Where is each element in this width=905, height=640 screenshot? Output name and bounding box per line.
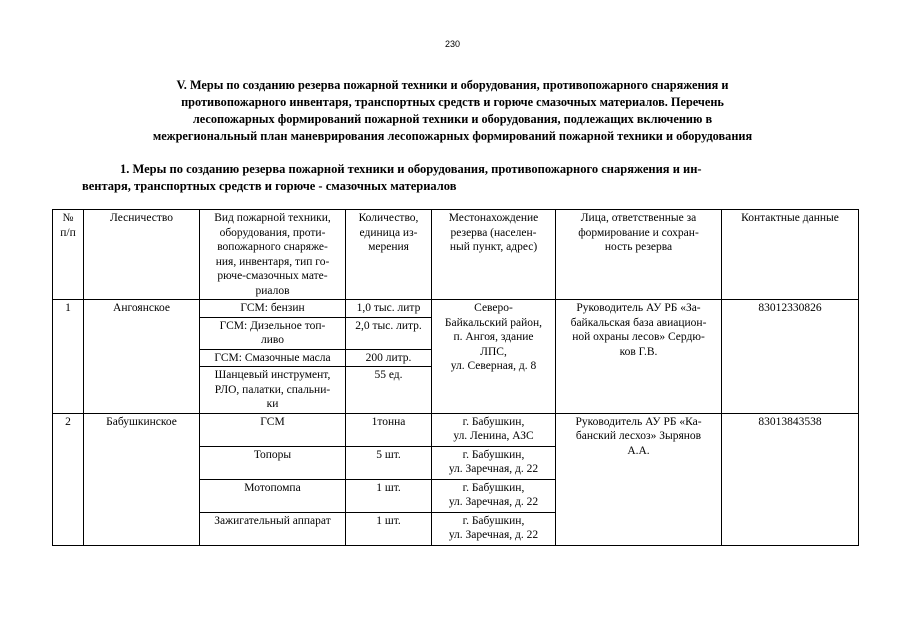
item-quantity: 55 ед.: [346, 367, 432, 414]
item-quantity: 1 шт.: [346, 479, 432, 512]
section-title: [60, 77, 845, 145]
item-kind: Зажигательный аппарат: [200, 512, 346, 545]
row-forestry: Ангоянское: [84, 300, 200, 414]
item-kind: ГСМ: [200, 413, 346, 446]
header-cell-number: № п/п: [53, 210, 84, 300]
row-number: 2: [53, 413, 84, 545]
table-row: [53, 300, 859, 318]
item-location: г. Бабушкин, ул. Заречная, д. 22: [432, 512, 556, 545]
section-title-line: межрегиональный план маневрирования лесопожарных формирований пожарной техники и оборудования: [152, 129, 753, 143]
item-kind: Шанцевый инструмент, РЛО, палатки, спальни- ки: [200, 367, 346, 414]
item-quantity: 5 шт.: [346, 446, 432, 479]
item-quantity: 200 литр.: [346, 349, 432, 367]
section-title-line: противопожарного инвентаря, транспортных средств и горюче смазочных материалов. Перечень: [181, 95, 724, 109]
item-location: г. Бабушкин, ул. Заречная, д. 22: [432, 479, 556, 512]
item-location: г. Бабушкин, ул. Заречная, д. 22: [432, 446, 556, 479]
reserve-table: [52, 209, 859, 546]
item-kind: ГСМ: бензин: [200, 300, 346, 318]
header-cell-forestry: Лесничество: [84, 210, 200, 300]
row-contact: 83012330826: [722, 300, 859, 414]
subsection-title: [82, 161, 852, 195]
table-header-row: [53, 210, 859, 300]
item-kind: Мотопомпа: [200, 479, 346, 512]
item-kind: ГСМ: Смазочные масла: [200, 349, 346, 367]
row-contact: 83013843538: [722, 413, 859, 545]
subsection-title-line: вентаря, транспортных средств и горюче - смазочных материалов: [82, 179, 457, 193]
page-number: 230: [444, 39, 461, 49]
header-cell-contact: Контактные данные: [722, 210, 859, 300]
row-responsible: Руководитель АУ РБ «Ка- банский лесхоз» Зырянов А.А.: [556, 413, 722, 545]
header-cell-responsible: Лица, ответственные за формирование и сохран- ность резерва: [556, 210, 722, 300]
row-responsible: Руководитель АУ РБ «За- байкальская база авиацион- ной охраны лесов» Сердю- ков Г.В.: [556, 300, 722, 414]
item-quantity: 1,0 тыс. литр: [346, 300, 432, 318]
row-location: Северо- Байкальский район, п. Ангоя, здание ЛПС, ул. Северная, д. 8: [432, 300, 556, 414]
subsection-title-line: 1. Меры по созданию резерва пожарной техники и оборудования, противопожарного снаряжения и ин-: [120, 162, 702, 176]
header-cell-quantity: Количество, единица из- мерения: [346, 210, 432, 300]
section-title-line: лесопожарных формирований пожарной техники и оборудования, подлежащих включению в: [192, 112, 713, 126]
item-location: г. Бабушкин, ул. Ленина, АЗС: [432, 413, 556, 446]
item-kind: ГСМ: Дизельное топ- ливо: [200, 317, 346, 349]
item-quantity: 2,0 тыс. литр.: [346, 317, 432, 349]
header-cell-kind: Вид пожарной техники, оборудования, проти- вопожарного снаряже- ния, инвентаря, тип го- рюче-смазочных мате- риалов: [200, 210, 346, 300]
section-title-line: V. Меры по созданию резерва пожарной техники и оборудования, противопожарного снаряжения и: [176, 78, 729, 92]
item-quantity: 1тонна: [346, 413, 432, 446]
item-kind: Топоры: [200, 446, 346, 479]
row-forestry: Бабушкинское: [84, 413, 200, 545]
row-number: 1: [53, 300, 84, 414]
header-cell-location: Местонахождение резерва (населен- ный пункт, адрес): [432, 210, 556, 300]
table-row: [53, 413, 859, 446]
item-quantity: 1 шт.: [346, 512, 432, 545]
